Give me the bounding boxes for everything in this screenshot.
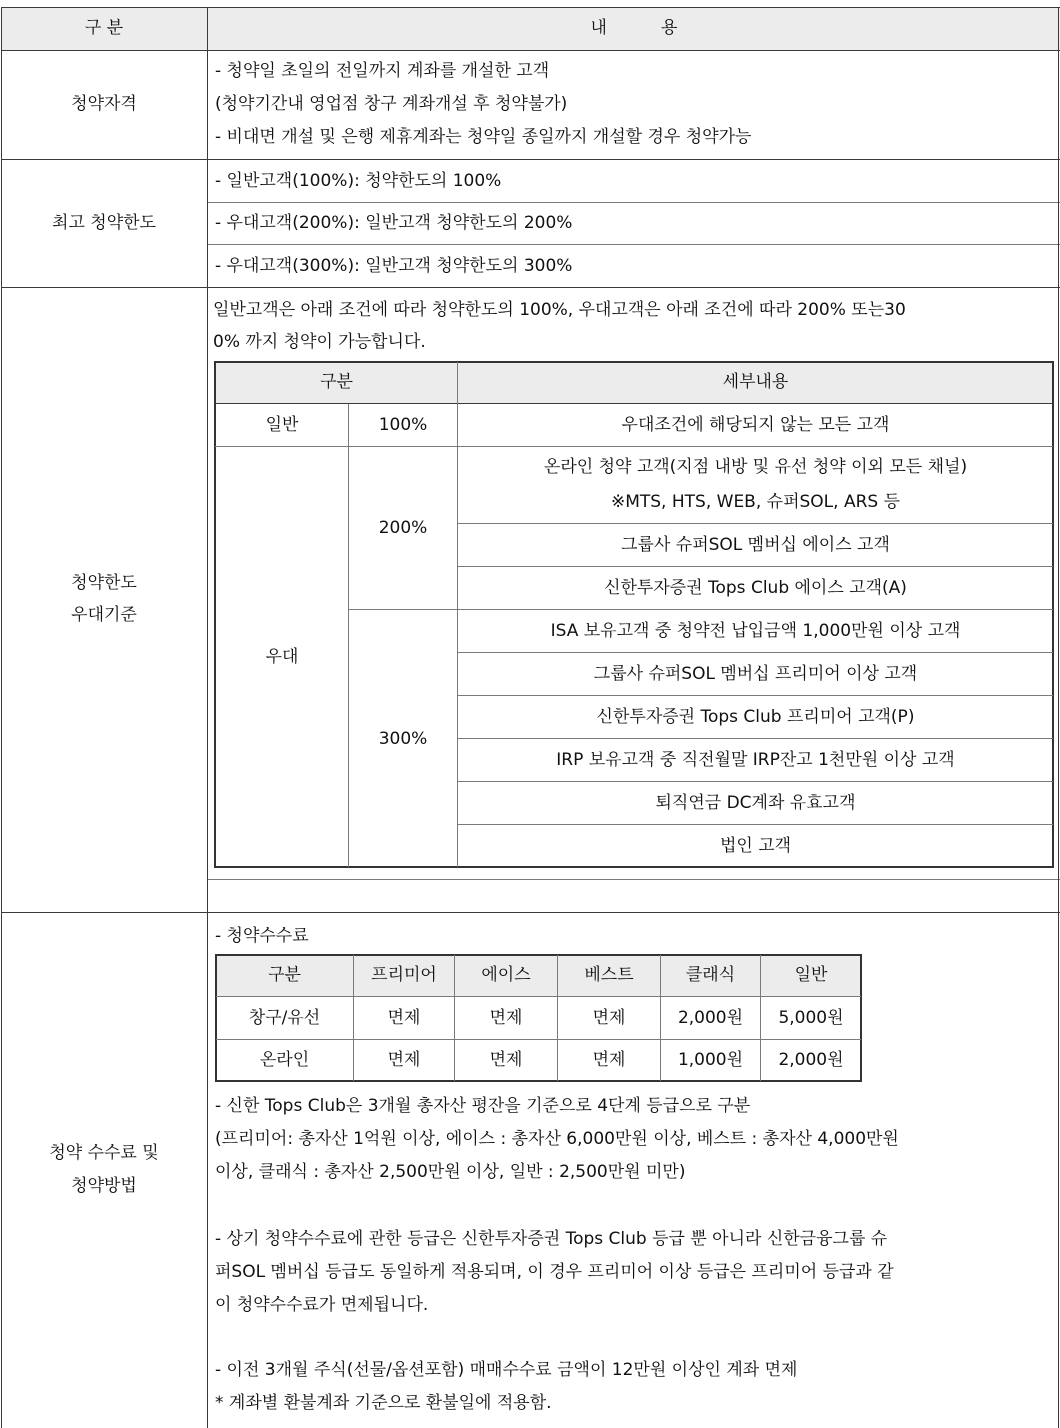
pref-detail-300-1: ISA 보유고객 중 청약전 납입금액 1,000만원 이상 고객: [550, 621, 961, 641]
row1-bottom-border: [1, 159, 1060, 160]
fee-note-1: - 신한 Tops Club은 3개월 총자산 평잔을 기준으로 4단계 등급으로 구분: [215, 1096, 751, 1116]
fee-note-7: - 이전 3개월 주식(선물/옵션포함) 매매수수료 금액이 12만원 이상인 계좌 면제: [215, 1360, 798, 1380]
fee-head-premier: 프리미어: [371, 965, 437, 985]
fee-row1-general: 5,000원: [778, 1008, 844, 1028]
pref-detail-200-2: 그룹사 슈퍼SOL 멤버십 에이스 고객: [621, 535, 890, 555]
fee-row2-category: 온라인: [259, 1050, 310, 1070]
pref-detail-200-3: 신한투자증권 Tops Club 에이스 고객(A): [604, 578, 907, 598]
column-divider: [207, 7, 208, 1428]
preferential-intro-2: 0% 까지 청약이 가능합니다.: [213, 332, 426, 352]
row2-divider-2: [208, 244, 1060, 245]
pref-head-detail: 세부내용: [722, 372, 789, 392]
pref-line-200-a: [457, 523, 1053, 524]
fee-row1-best: 면제: [592, 1008, 626, 1028]
pref-line-200-b: [457, 566, 1053, 567]
pref-col-line-2: [457, 362, 458, 867]
pref-line-300-c: [457, 738, 1053, 739]
fee-note-2: (프리미어: 총자산 1억원 이상, 에이스 : 총자산 6,000만원 이상, 베스트 : 총자산 4,000만원: [215, 1129, 899, 1149]
pref-line-general: [215, 446, 1053, 447]
pref-table-header-line: [215, 403, 1053, 404]
row3-bottom-border: [1, 912, 1060, 913]
row2-divider-1: [208, 202, 1060, 203]
pref-pct-200: 200%: [378, 518, 428, 538]
fee-head-classic: 클래식: [685, 965, 736, 985]
max-limit-label: 최고 청약한도: [52, 213, 156, 233]
fee-row1-classic: 2,000원: [677, 1008, 744, 1028]
eligibility-line-2: (청약기간내 영업점 창구 계좌개설 후 청약불가): [215, 94, 568, 114]
fee-line-1: [216, 996, 861, 997]
preferential-label-1: 청약한도: [71, 573, 137, 593]
fee-title: - 청약수수료: [215, 926, 309, 946]
pref-detail-200-1b: ※MTS, HTS, WEB, 슈퍼SOL, ARS 등: [610, 492, 901, 512]
row3-inner-divider: [208, 879, 1060, 880]
eligibility-line-1: - 청약일 초일의 전일까지 계좌를 개설한 고객: [215, 61, 550, 81]
preferential-intro-1: 일반고객은 아래 조건에 따라 청약한도의 100%, 우대고객은 아래 조건에 따라 200% 또는30: [213, 300, 906, 320]
outer-top-border: [1, 7, 1060, 8]
eligibility-line-3: - 비대면 개설 및 은행 제휴계좌는 청약일 종일까지 개설할 경우 청약가능: [215, 127, 752, 147]
fees-label-2: 청약방법: [71, 1176, 137, 1196]
fee-row2-general: 2,000원: [778, 1050, 844, 1070]
pref-detail-300-4: IRP 보유고객 중 직전월말 IRP잔고 1천만원 이상 고객: [556, 750, 955, 770]
outer-right-border: [1058, 7, 1059, 1428]
pref-general-type: 일반: [265, 415, 299, 435]
pref-line-300-b: [457, 695, 1053, 696]
fee-row2-ace: 면제: [489, 1050, 523, 1070]
eligibility-label: 청약자격: [71, 94, 137, 114]
fee-row2-best: 면제: [592, 1050, 626, 1070]
fee-row1-category: 창구/유선: [248, 1008, 321, 1028]
pref-detail-300-6: 법인 고객: [719, 836, 792, 856]
fee-line-2: [216, 1039, 861, 1040]
fee-row2-classic: 1,000원: [677, 1050, 744, 1070]
pref-col-line-1: [348, 404, 349, 867]
fee-row1-ace: 면제: [489, 1008, 523, 1028]
max-limit-item-1: - 일반고객(100%): 청약한도의 100%: [215, 171, 502, 191]
preferential-label-2: 우대기준: [71, 605, 137, 625]
fee-note-6: 이 청약수수료가 면제됩니다.: [215, 1295, 429, 1315]
fee-note-3: 이상, 클래식 : 총자산 2,500만원 이상, 일반 : 2,500만원 미만): [215, 1162, 686, 1182]
fee-note-4: - 상기 청약수수료에 관한 등급은 신한투자증권 Tops Club 등급 뿐 아니라 신한금융그룹 슈: [215, 1229, 888, 1249]
fee-row1-premier: 면제: [387, 1008, 421, 1028]
header-bottom-border: [1, 50, 1060, 51]
pref-table-border: [214, 361, 1054, 868]
pref-general-pct: 100%: [378, 415, 428, 435]
header-category: 구 분: [84, 18, 124, 38]
pref-line-300-e: [457, 824, 1053, 825]
pref-line-300-d: [457, 781, 1053, 782]
fees-label-1: 청약 수수료 및: [49, 1143, 159, 1163]
max-limit-item-2: - 우대고객(200%): 일반고객 청약한도의 200%: [215, 213, 573, 233]
pref-detail-200-1: 온라인 청약 고객(지점 내방 및 유선 청약 이외 모든 채널): [543, 457, 968, 477]
max-limit-item-3: - 우대고객(300%): 일반고객 청약한도의 300%: [215, 256, 573, 276]
pref-preferred-type: 우대: [265, 647, 299, 667]
pref-line-300-a: [457, 652, 1053, 653]
fee-note-8: * 계좌별 환불계좌 기준으로 환불일에 적용함.: [215, 1393, 552, 1413]
pref-detail-300-5: 퇴직연금 DC계좌 유효고객: [655, 793, 856, 813]
pref-pct-300: 300%: [378, 729, 428, 749]
fee-head-general: 일반: [794, 965, 828, 985]
fee-note-5: 퍼SOL 멤버십 등급도 동일하게 적용되며, 이 경우 프리미어 이상 등급은 프리미어 등급과 같: [215, 1262, 894, 1282]
fee-head-ace: 에이스: [481, 965, 531, 985]
fee-head-category: 구분: [268, 965, 301, 985]
pref-detail-300-3: 신한투자증권 Tops Club 프리미어 고객(P): [596, 707, 915, 727]
pref-head-category: 구분: [320, 372, 353, 392]
row2-bottom-border: [1, 287, 1060, 288]
pref-line-200-300: [348, 609, 1053, 610]
fee-row2-premier: 면제: [387, 1050, 421, 1070]
header-content: 내 용: [590, 18, 678, 38]
fee-head-best: 베스트: [584, 965, 634, 985]
pref-detail-300-2: 그룹사 슈퍼SOL 멤버십 프리미어 이상 고객: [593, 664, 918, 684]
pref-general-detail: 우대조건에 해당되지 않는 모든 고객: [621, 415, 890, 435]
